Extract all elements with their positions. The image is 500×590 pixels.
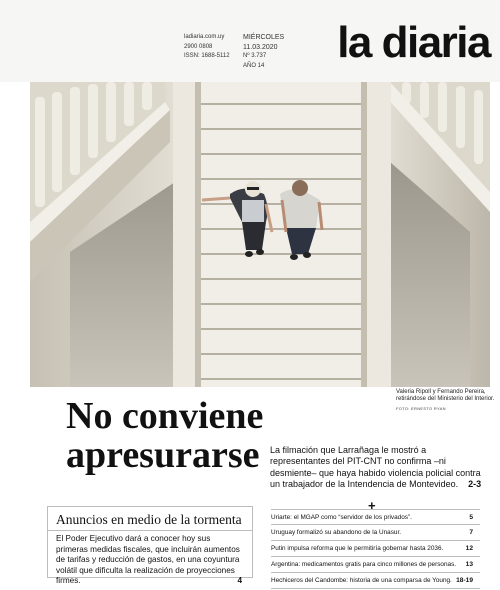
index-item-page: 7 xyxy=(469,529,473,536)
index-item-text: Hechiceros del Candombe: historia de una comparsa de Young. xyxy=(271,577,452,584)
cover-photo xyxy=(30,82,490,387)
staircase-illustration xyxy=(30,82,490,387)
secondary-story-text xyxy=(56,534,244,587)
index-item-page: 12 xyxy=(465,545,473,552)
index-item-text: Argentina: medicamentos gratis para cinco millones de personas. xyxy=(271,561,457,568)
main-lead xyxy=(270,445,485,490)
masthead xyxy=(0,0,500,82)
secondary-story-box[interactable] xyxy=(47,506,253,586)
index-item[interactable] xyxy=(271,541,480,557)
masthead-issue xyxy=(243,33,284,71)
photo-credit: FOTO: ERNESTO RYAN xyxy=(396,405,446,411)
lead-page-ref: 2-3 xyxy=(468,478,482,489)
secondary-page-ref: 4 xyxy=(237,576,242,586)
index-item[interactable] xyxy=(271,509,480,525)
phone-number: 2900 0808 xyxy=(184,43,213,50)
main-headline[interactable]: No conviene apresurarse xyxy=(66,395,264,476)
index-item-text: Uriarte: el MGAP como “servidor de los privados”. xyxy=(271,514,412,521)
issue-date: 11.03.2020 xyxy=(243,43,278,51)
box-divider xyxy=(48,530,252,531)
index-item-text: Putin impulsa reforma que le permitiría gobernar hasta 2036. xyxy=(271,545,444,552)
plus-icon: + xyxy=(368,498,376,513)
issn: ISSN: 1688-5112 xyxy=(184,53,230,59)
index-item[interactable] xyxy=(271,525,480,541)
site-url[interactable]: ladiaria.com.uy xyxy=(184,34,225,40)
issue-day: MIÉRCOLES xyxy=(243,34,285,41)
secondary-headline[interactable]: Anuncios en medio de la tormenta xyxy=(56,512,242,527)
index-list xyxy=(271,509,480,589)
issue-number: Nº 3.737 xyxy=(243,53,267,59)
issue-year: AÑO 14 xyxy=(243,62,265,69)
index-item-page: 5 xyxy=(469,514,473,521)
lead-text: La filmación que Larrañaga le mostró a representantes del PIT-CNT no confirma –ni desmiente– que haya habido violencia policial contra un trabajador de la Intendencia de Montevideo. xyxy=(270,445,481,489)
index-item-page: 13 xyxy=(465,561,473,568)
index-item-page: 18-19 xyxy=(456,577,473,584)
photo-caption xyxy=(396,389,500,412)
masthead-contact xyxy=(184,33,230,62)
logo: la diaria xyxy=(337,18,490,67)
caption-text: Valeria Ripoll y Fernando Pereira, retirándose del Ministerio del Interior. xyxy=(396,389,495,403)
secondary-story-body: El Poder Ejecutivo dará a conocer hoy sus primeras medidas fiscales, que incluirán aumentos de tarifas y reducción de gastos, en una coyuntura volátil que dificulta la realización de proyecciones firmes. xyxy=(56,534,240,586)
index-item-text: Uruguay formalizó su abandono de la Unasur. xyxy=(271,529,402,536)
index-item[interactable] xyxy=(271,557,480,573)
index-item[interactable] xyxy=(271,573,480,589)
